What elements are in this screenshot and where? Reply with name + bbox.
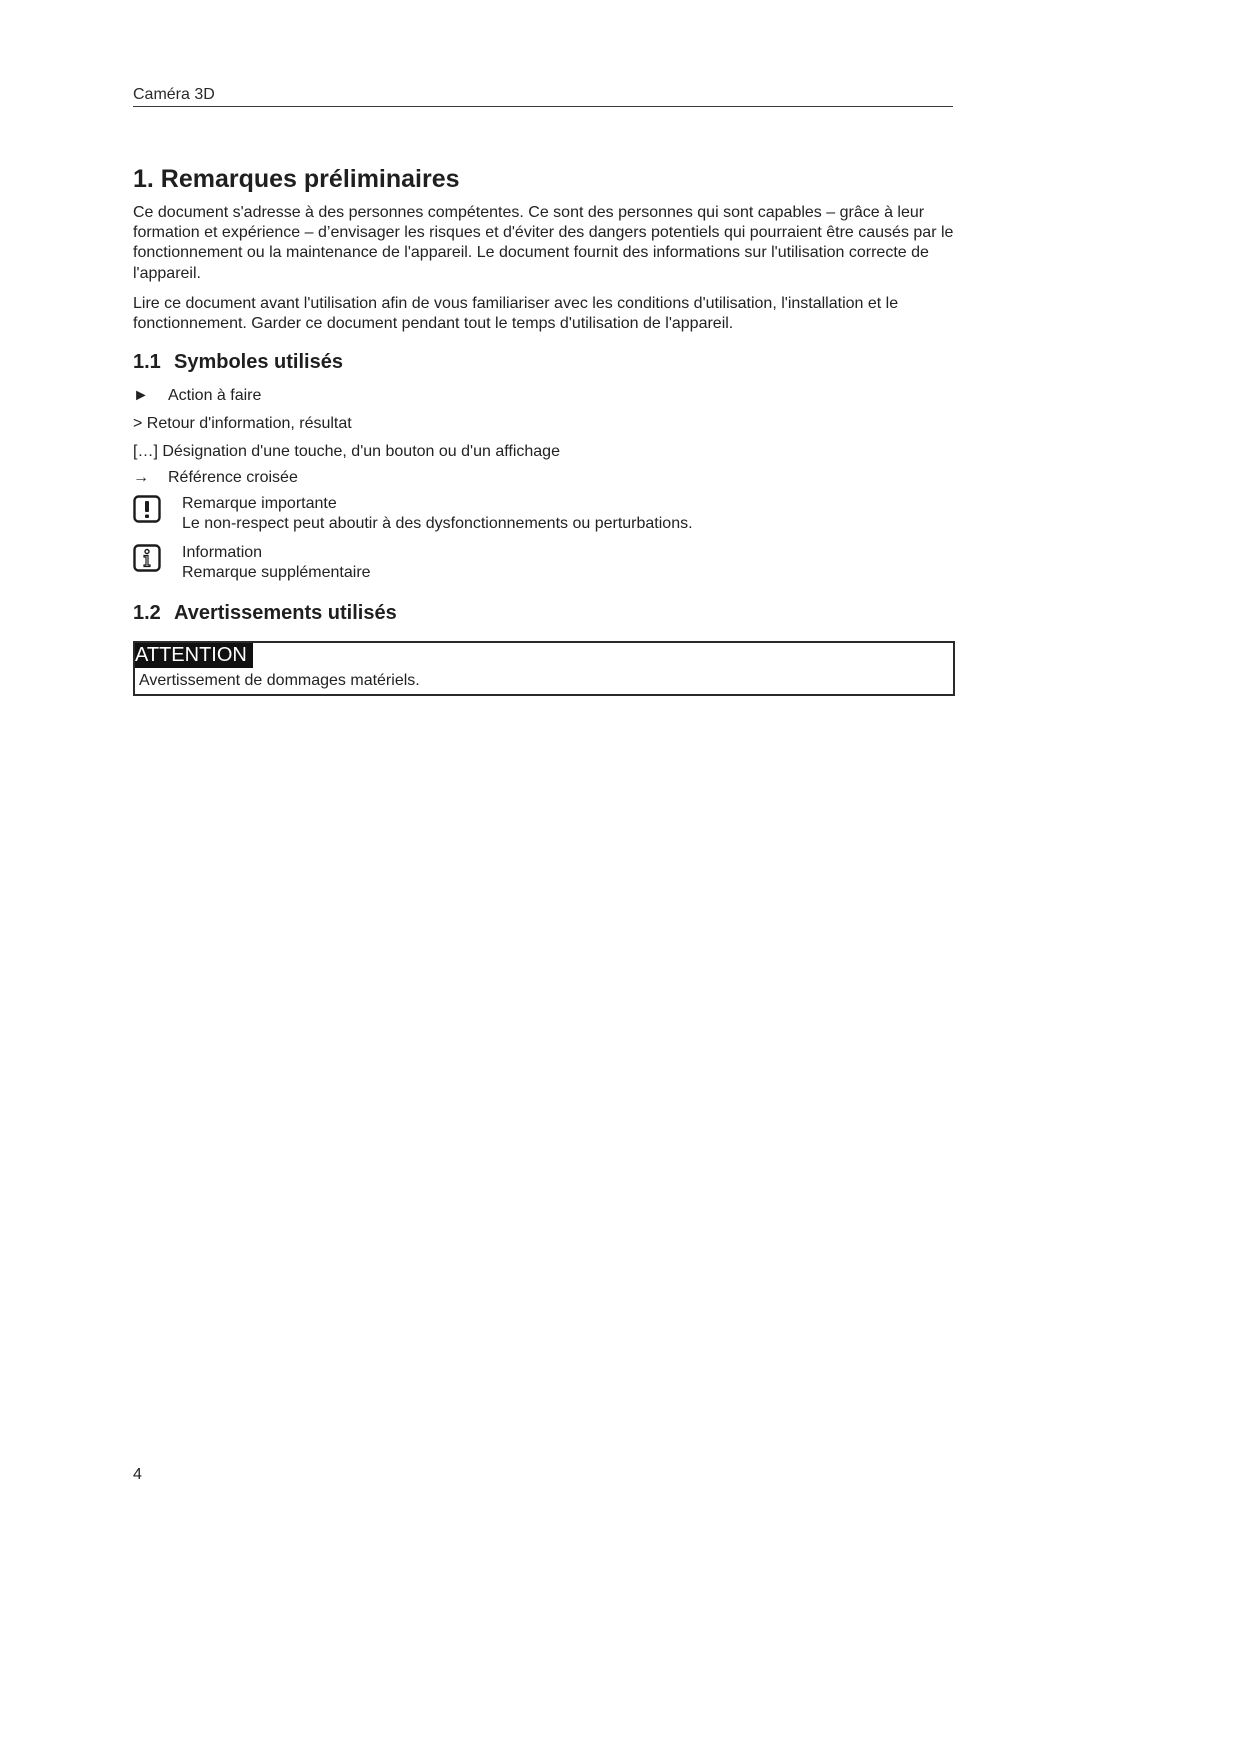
- warning-label: ATTENTION: [135, 643, 253, 668]
- subsection-title-warnings: [133, 601, 955, 625]
- usage-paragraph: Lire ce document avant l'utilisation afin de vous familiariser avec les conditions d'utilisation, l'installation et le fonctionnement. Garder ce document pendant tout le temps d'utilisation de l'appareil.: [133, 294, 899, 333]
- symbol-action-text: Action à faire: [168, 387, 262, 405]
- symbol-feedback-row: [133, 414, 955, 434]
- action-arrow-icon: ►: [133, 387, 149, 405]
- important-note-row: [133, 494, 955, 536]
- info-box-icon: [133, 544, 161, 572]
- subsection-label: Symboles utilisés: [174, 351, 343, 374]
- subsection-title-symbols: [133, 350, 955, 374]
- page-content: [133, 164, 955, 696]
- subsection-label: Avertissements utilisés: [174, 602, 397, 625]
- subsection-number: 1.1: [133, 351, 161, 374]
- information-note-row: [133, 543, 955, 585]
- information-note-text: Remarque supplémentaire: [182, 564, 371, 582]
- exclamation-box-icon: [133, 495, 161, 523]
- symbol-designation-row: [133, 442, 955, 462]
- page-number: 4: [133, 1466, 142, 1483]
- running-header: [133, 86, 953, 107]
- warning-box: [133, 641, 955, 696]
- symbol-action-row: [133, 386, 955, 406]
- symbol-crossref-row: [133, 468, 955, 488]
- crossref-arrow-icon: →: [133, 469, 149, 487]
- information-note-title: Information: [182, 544, 263, 562]
- symbol-designation-text: […] Désignation d'une touche, d'un bouton ou d'un affichage: [133, 443, 560, 461]
- warning-text: Avertissement de dommages matériels.: [139, 672, 420, 690]
- header-title: Caméra 3D: [133, 86, 215, 103]
- important-note-text: Le non-respect peut aboutir à des dysfonctionnements ou perturbations.: [182, 515, 693, 533]
- section-title: 1. Remarques préliminaires: [133, 165, 460, 193]
- symbol-crossref-text: Référence croisée: [168, 469, 298, 487]
- intro-paragraph: Ce document s'adresse à des personnes compétentes. Ce sont des personnes qui sont capables – grâce à leur formation et expérience – d’envisager les risques et d'éviter des dangers potentiels qui pourraient être causés par le fonctionnement ou la maintenance de l'appareil. Le document fournit des informations sur l'utilisation correcte de l'appareil.: [133, 204, 954, 282]
- symbol-feedback-text: > Retour d'information, résultat: [133, 415, 352, 433]
- subsection-number: 1.2: [133, 602, 161, 625]
- important-note-title: Remarque importante: [182, 495, 337, 513]
